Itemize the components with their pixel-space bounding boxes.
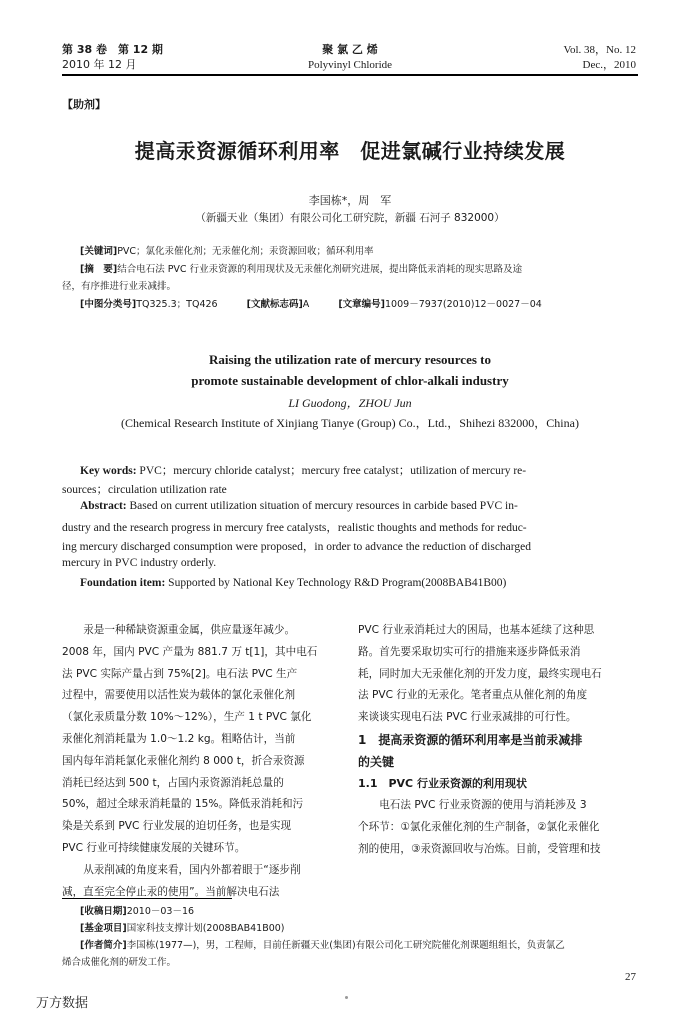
keywords-en-line1 (80, 462, 640, 478)
header-volume-cn: 第 38 卷 第 12 期 (62, 43, 163, 56)
authors-en: LI Guodong，ZHOU Jun (288, 396, 412, 410)
body-line: 汞是一种稀缺资源重金属，供应量逐年减少。 (83, 624, 296, 636)
page-dot (345, 996, 348, 999)
doc-code-label: [文献标志码] (246, 299, 303, 310)
header-volume-en: Vol. 38，No. 12 (563, 44, 636, 56)
abstract-en-line1 (80, 500, 640, 512)
abstract-en-text1: Based on current utilization situation of mercury resources in carbide based PVC in- (129, 500, 518, 512)
author-bio-text1: 李国栋(1977—)，男，工程师，目前任新疆天业(集团)有限公司化工研究院催化剂课题组组长，负责氯乙 (126, 940, 565, 951)
left-column (62, 620, 342, 903)
keywords-en-line2: sources；circulation utilization rate (62, 484, 227, 496)
footnote-author-cont: 烯合成催化剂的研发工作。 (62, 957, 177, 968)
right-column (358, 620, 640, 860)
body-line: 电石法 PVC 行业汞资源的使用与消耗涉及 3 (379, 798, 587, 811)
abstract-en-line3: ing mercury discharged consumption were proposed，in order to advance the reduction of discharged (62, 541, 532, 553)
body-line: PVC 行业可持续健康发展的关键环节。 (62, 841, 246, 854)
body-line: 2008 年，国内 PVC 产量为 881.7 万 t[1]，其中电石 (62, 645, 318, 658)
abstract-cn-line2: 径，有序推进行业汞减排。 (62, 281, 177, 292)
section-1-heading: 1 提高汞资源的循环利用率是当前汞减排 (358, 732, 583, 747)
affiliation-cn: （新疆天业（集团）有限公司化工研究院，新疆 石河子 832000） (195, 212, 505, 224)
body-line: 染是关系到 PVC 行业发展的迫切任务，也是实现 (62, 820, 292, 833)
column-tag: 【助剂】 (62, 98, 106, 111)
abstract-en-line4: mercury in PVC industry orderly. (62, 557, 217, 569)
abstract-cn-line1 (80, 262, 640, 278)
doc-code-value: A (302, 299, 310, 310)
fund-label: [基金项目] (80, 923, 127, 934)
body-line: PVC 行业汞消耗过大的困局，也基本延续了这种思 (358, 624, 595, 636)
keywords-cn-text: PVC；氯化汞催化剂；无汞催化剂；汞资源回收；循环利用率 (117, 246, 374, 257)
foundation-en-text: Supported by National Key Technology R&D Program(2008BAB41B00) (168, 577, 507, 589)
body-line: 50%，超过全球汞消耗量的 15%。降低汞消耗和污 (62, 798, 304, 811)
footnote-received (80, 904, 640, 920)
article-no-label: [文章编号] (338, 299, 386, 310)
classification-line (80, 297, 640, 313)
fund-text: 国家科技支撑计划(2008BAB41B00) (126, 923, 285, 934)
footnote-author (80, 938, 640, 954)
title-en-line1: Raising the utilization rate of mercury resources to (209, 352, 491, 367)
body-line: 来谈谈实现电石法 PVC 行业汞减排的可行性。 (358, 711, 577, 724)
body-line: 国内每年消耗氯化汞催化剂约 8 000 t，折合汞资源 (62, 754, 305, 767)
keywords-cn (80, 244, 640, 260)
body-line: 过程中，需要使用以活性炭为载体的氯化汞催化剂 (62, 689, 296, 702)
header-rule (62, 74, 638, 76)
header-journal-cn: 聚 氯 乙 烯 (322, 43, 378, 56)
foundation-en (80, 577, 640, 589)
body-line: 路。首先要采取切实可行的措施来逐步降低汞消 (358, 645, 581, 658)
header-journal-en: Polyvinyl Chloride (307, 59, 393, 71)
body-line: 汞催化剂消耗量为 1.0～1.2 kg。粗略估计，当前 (62, 732, 296, 745)
abstract-cn-label: [摘 要] (80, 264, 118, 275)
page-number: 27 (625, 971, 636, 983)
header-date-cn: 2010 年 12 月 (62, 58, 137, 71)
authors-cn: 李国栋*，周 军 (308, 194, 392, 207)
body-line: 法 PVC 实际产量占到 75%[2]。电石法 PVC 生产 (62, 667, 298, 680)
received-date: 2010－03－16 (126, 906, 195, 917)
watermark: 万方数据 (36, 996, 89, 1011)
title-cn: 提高汞资源循环利用率 促进氯碱行业持续发展 (134, 139, 566, 163)
abstract-en-line2: dustry and the research progress in mercury free catalysts，realistic thoughts and methods for reduc- (62, 522, 527, 534)
clc-value: TQ325.3；TQ426 (136, 299, 218, 310)
affiliation-en: (Chemical Research Institute of Xinjiang Tianye (Group) Co.，Ltd.，Shihezi 832000，China) (121, 416, 579, 430)
author-bio-label: [作者简介] (80, 940, 127, 951)
section-1-1-heading: 1.1 PVC 行业汞资源的利用现状 (358, 776, 527, 790)
title-en-line2: promote sustainable development of chlor-alkali industry (191, 373, 509, 388)
clc-label: [中图分类号] (80, 299, 137, 310)
body-line: 个环节：①氯化汞催化剂的生产制备，②氯化汞催化 (358, 820, 600, 833)
received-label: [收稿日期] (80, 906, 127, 917)
body-line: 耗，同时加大无汞催化剂的开发力度，最终实现电石 (358, 667, 602, 680)
body-line: 剂的使用，③汞资源回收与冶炼。目前，受管理和技 (358, 842, 601, 855)
section-1-heading-cont: 的关键 (358, 754, 395, 769)
footnote-fund (80, 921, 640, 937)
abstract-en-label: Abstract: (80, 500, 127, 512)
body-line: （氯化汞质量分数 10%～12%），生产 1 t PVC 氯化 (62, 711, 312, 724)
footnote-rule (62, 898, 232, 899)
body-line: 减，直至完全停止汞的使用”。当前解决电石法 (62, 885, 280, 898)
keywords-cn-label: [关键词] (80, 246, 118, 257)
body-line: 从汞削减的角度来看，国内外都着眼于“逐步削 (83, 863, 301, 876)
body-line: 法 PVC 行业的无汞化。笔者重点从催化剂的角度 (358, 689, 588, 702)
keywords-en-label: Key words: (80, 465, 137, 477)
article-no-value: 1009－7937(2010)12－0027－04 (385, 299, 542, 310)
keywords-en-text1: PVC；mercury chloride catalyst；mercury free catalyst；utilization of mercury re- (139, 465, 527, 477)
foundation-en-label: Foundation item: (80, 577, 166, 589)
header-date-en: Dec.，2010 (582, 59, 636, 71)
body-line: 消耗已经达到 500 t，占国内汞资源消耗总量的 (62, 776, 284, 789)
abstract-cn-text1: 结合电石法 PVC 行业汞资源的利用现状及无汞催化剂研究进展，提出降低汞消耗的现实思路及途 (117, 264, 523, 275)
